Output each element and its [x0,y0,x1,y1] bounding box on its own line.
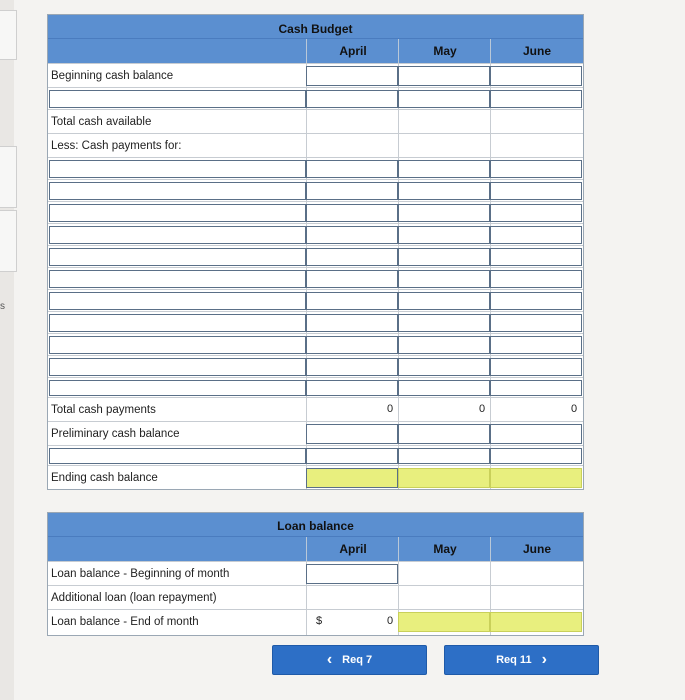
input-beginning-april[interactable] [306,66,398,86]
input-beginning-may[interactable] [398,66,490,86]
row-label: Beginning cash balance [51,70,174,82]
ending-may [398,468,490,488]
row-label: Additional loan (loan repayment) [51,592,217,604]
currency-symbol: $ [316,615,323,627]
loan-balance-title: Loan balance [277,519,354,533]
next-req-label: Req 11 [496,654,532,666]
row-loan-additional [48,585,583,610]
payment-june-input[interactable] [490,292,582,310]
input-receipts-label[interactable] [49,90,306,108]
payment-june-input[interactable] [490,204,582,222]
payment-label-input[interactable] [49,248,306,266]
loan-end-june [490,612,582,632]
row-label: Less: Cash payments for: [51,140,182,152]
payment-row [48,157,583,180]
payment-may-input[interactable] [398,160,490,178]
payment-may-input[interactable] [398,358,490,376]
total-payments-june: 0 [571,403,578,415]
input-financing-april[interactable] [306,448,398,464]
row-label: Total cash available [51,116,152,128]
total-payments-may: 0 [479,403,486,415]
payment-label-input[interactable] [49,270,306,288]
payment-june-input[interactable] [490,358,582,376]
loan-balance-table [47,512,584,636]
row-beginning-cash [48,63,583,88]
payment-may-input[interactable] [398,270,490,288]
total-payments-april: 0 [387,403,394,415]
input-financing-may[interactable] [398,448,490,464]
row-label: Preliminary cash balance [51,428,180,440]
row-preliminary [48,421,583,446]
payment-june-input[interactable] [490,160,582,178]
payment-april-input[interactable] [306,314,398,332]
row-loan-beginning [48,561,583,586]
input-receipts-june[interactable] [490,90,582,108]
input-financing-label[interactable] [49,448,306,464]
row-label: Loan balance - Beginning of month [51,568,230,580]
payment-row [48,223,583,246]
payment-row [48,355,583,378]
payment-row [48,245,583,268]
payment-may-input[interactable] [398,248,490,266]
payment-label-input[interactable] [49,358,306,376]
payment-april-input[interactable] [306,182,398,200]
column-may: May [398,39,491,63]
payment-may-input[interactable] [398,182,490,200]
column-june: June [490,537,583,561]
input-receipts-april[interactable] [306,90,398,108]
payment-may-input[interactable] [398,292,490,310]
payment-june-input[interactable] [490,336,582,354]
payment-row [48,377,583,398]
cash-budget-table [47,14,584,490]
payment-june-input[interactable] [490,380,582,396]
payment-april-input[interactable] [306,204,398,222]
payment-may-input[interactable] [398,204,490,222]
payment-april-input[interactable] [306,160,398,178]
row-total-available [48,109,583,134]
payment-row [48,289,583,312]
next-req-button[interactable] [444,645,599,675]
row-financing [48,445,583,466]
column-june: June [490,39,583,63]
ending-april[interactable] [306,468,398,488]
loan-balance-header [48,513,583,561]
payment-label-input[interactable] [49,336,306,354]
payment-june-input[interactable] [490,182,582,200]
payment-may-input[interactable] [398,336,490,354]
loan-end-april: 0 [387,615,394,627]
payment-row [48,311,583,334]
payment-april-input[interactable] [306,270,398,288]
row-loan-end [48,609,583,634]
payment-label-input[interactable] [49,160,306,178]
payment-may-input[interactable] [398,314,490,332]
input-loan-beginning-april[interactable] [306,564,398,584]
loan-end-may [398,612,490,632]
row-label: Ending cash balance [51,472,158,484]
input-beginning-june[interactable] [490,66,582,86]
payment-april-input[interactable] [306,248,398,266]
payment-row [48,267,583,290]
input-preliminary-june[interactable] [490,424,582,444]
payment-label-input[interactable] [49,314,306,332]
payment-april-input[interactable] [306,336,398,354]
payment-april-input[interactable] [306,292,398,310]
prev-req-button[interactable] [272,645,427,675]
input-receipts-may[interactable] [398,90,490,108]
payment-april-input[interactable] [306,226,398,244]
payment-april-input[interactable] [306,380,398,396]
input-financing-june[interactable] [490,448,582,464]
payment-may-input[interactable] [398,380,490,396]
input-preliminary-april[interactable] [306,424,398,444]
edge-panel-middle [0,146,17,208]
payment-june-input[interactable] [490,226,582,244]
payment-label-input[interactable] [49,226,306,244]
edge-letter: s [0,301,5,312]
payment-june-input[interactable] [490,248,582,266]
column-may: May [398,537,491,561]
row-less-payments [48,133,583,158]
prev-req-label: Req 7 [342,654,373,666]
ending-june [490,468,582,488]
payment-label-input[interactable] [49,380,306,396]
payment-june-input[interactable] [490,314,582,332]
row-cash-receipts [48,87,583,110]
payment-june-input[interactable] [490,270,582,288]
chevron-right-icon: › [541,651,547,668]
payment-april-input[interactable] [306,358,398,376]
chevron-left-icon: ‹ [326,651,333,668]
row-ending-cash [48,465,583,490]
column-april: April [306,39,399,63]
payment-label-input[interactable] [49,292,306,310]
column-april: April [306,537,399,561]
cash-budget-title: Cash Budget [278,22,353,36]
input-preliminary-may[interactable] [398,424,490,444]
edge-panel-lower [0,210,17,272]
payment-label-input[interactable] [49,182,306,200]
cash-budget-header [48,15,583,63]
row-total-payments [48,397,583,422]
payment-row [48,333,583,356]
edge-panel-top [0,10,17,60]
payment-row [48,201,583,224]
row-label: Total cash payments [51,404,156,416]
payment-row [48,179,583,202]
payment-label-input[interactable] [49,204,306,222]
row-label: Loan balance - End of month [51,616,199,628]
payment-may-input[interactable] [398,226,490,244]
